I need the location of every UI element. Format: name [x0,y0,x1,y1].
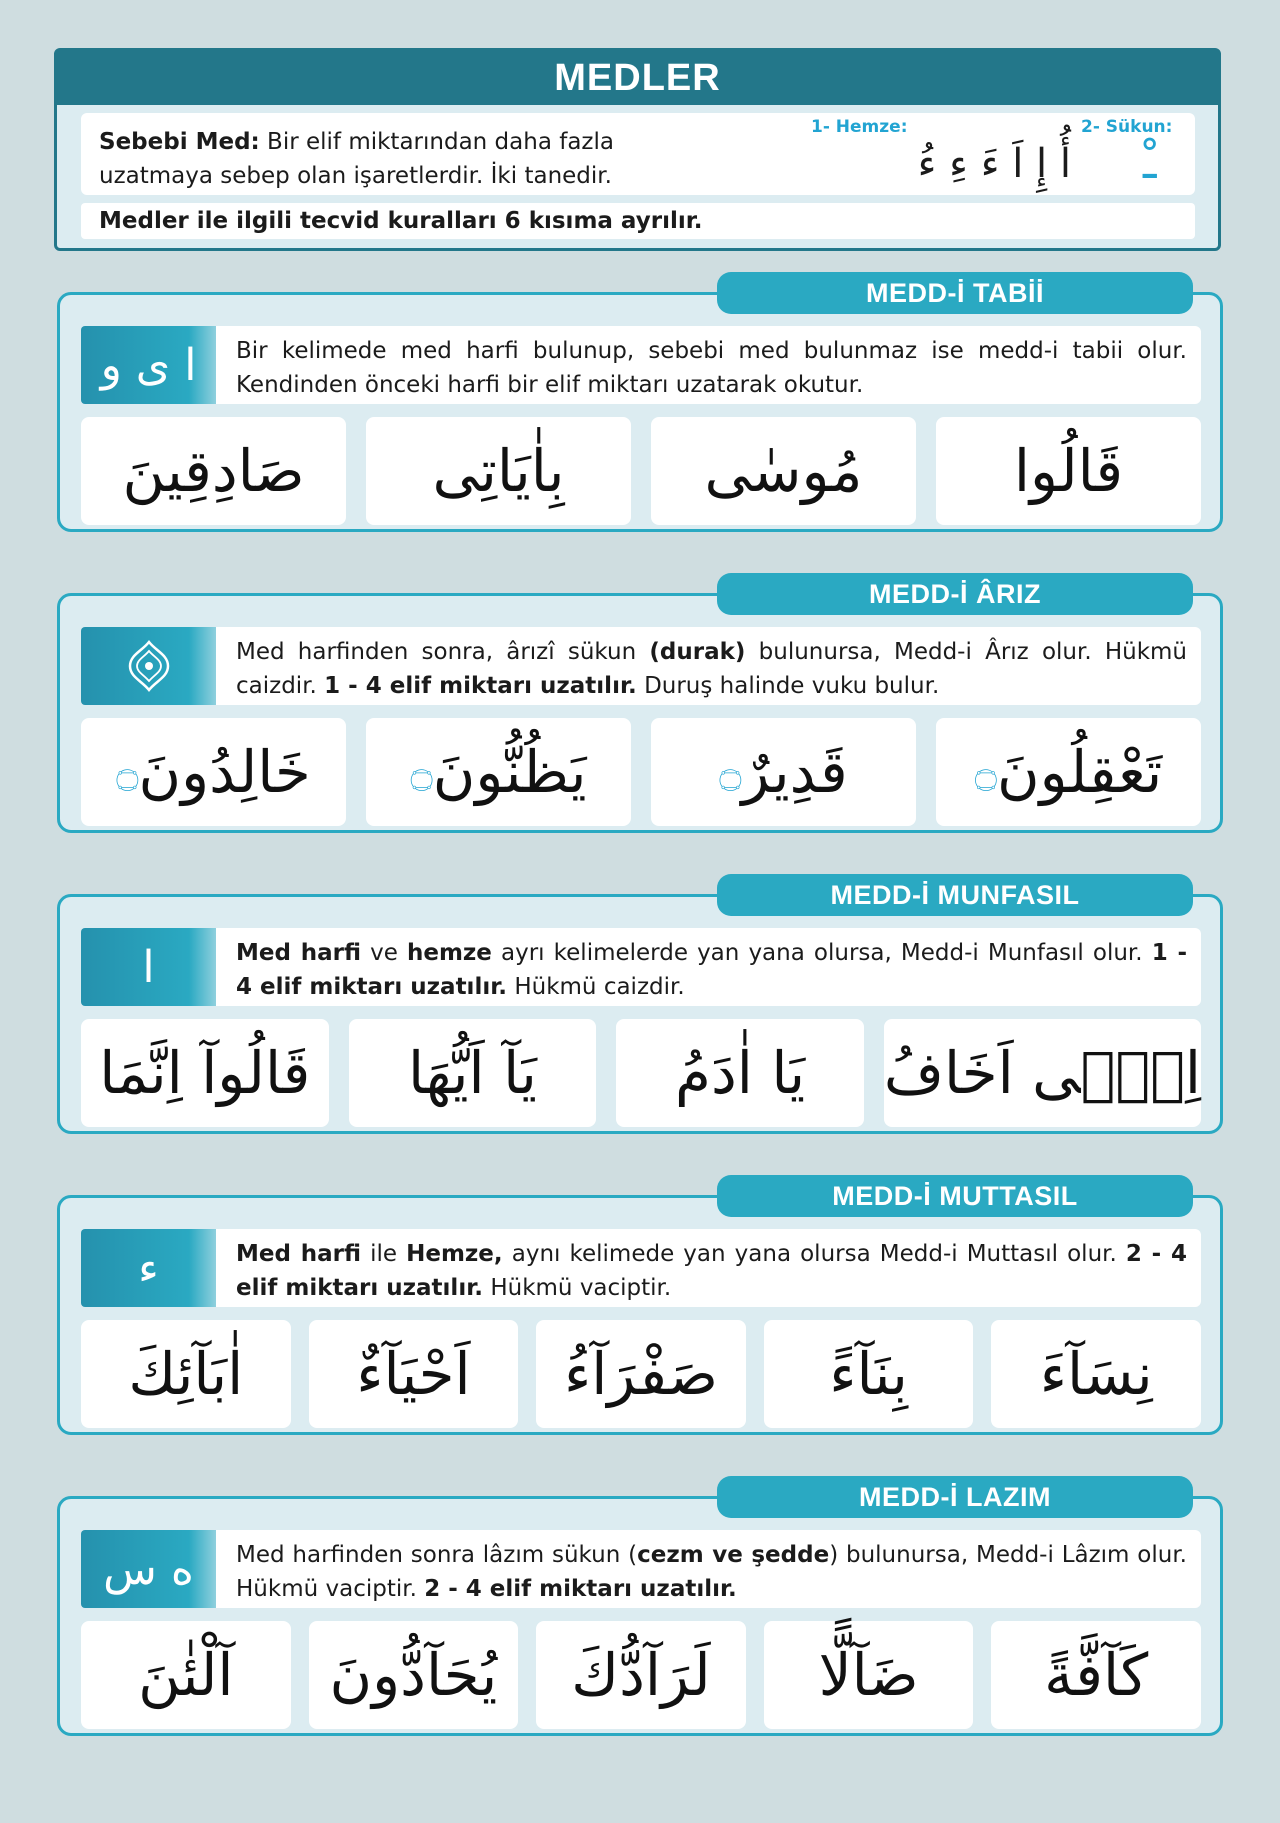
example-words [81,1621,1201,1729]
sukun-glyph: ـْ [1143,135,1157,189]
intro-box [81,113,1195,195]
example-word [884,1019,1201,1127]
word-text: بِنَآءً [829,1340,908,1408]
word-text: قَالُوآ اِنَّمَا [99,1039,311,1107]
example-words [81,417,1201,525]
desc-part: Duruş halinde vuku bulur. [644,673,940,699]
section-title: MEDD-İ TABİİ [717,272,1193,314]
desc-part: ile [370,1241,398,1267]
description-text [236,1237,1187,1305]
word-text: تَعْقِلُونَ [997,738,1163,806]
example-word [81,417,346,525]
example-word [81,1320,291,1428]
description-box [81,1229,1201,1307]
example-word [309,1320,519,1428]
rules-note: Medler ile ilgili tecvid kuralları 6 kısıma ayrılır. [81,203,1195,239]
section-medd-i-muttasil [57,1175,1223,1435]
example-word [81,718,346,826]
section-title: MEDD-İ ÂRIZ [717,573,1193,615]
example-word [309,1621,519,1729]
example-word [349,1019,597,1127]
example-word [536,1621,746,1729]
word-text: يَآ اَيُّهَا [408,1039,537,1107]
example-words [81,1320,1201,1428]
example-word [81,1019,329,1127]
section-medd-i-tabii [57,272,1223,532]
example-word [936,417,1201,525]
word-text: نِسَآءَ [1039,1340,1153,1408]
desc-bold: Med harfi [236,940,362,966]
word-text: يَا اٰدَمُ [675,1039,806,1107]
word-text: كَآفَّةً [1044,1641,1149,1709]
word-text: خَالِدُونَ [138,738,311,806]
desc-bold: Hemze, [406,1241,503,1267]
intro-body: Bir elif miktarından daha fazla uzatmaya sebep olan işaretlerdir. İki tanedir. [99,129,614,189]
word-text: يَظُنُّونَ [432,738,587,806]
desc-bold: 2 - 4 elif miktarı uzatılır. [236,1241,1187,1301]
example-word [991,1320,1201,1428]
example-word [936,718,1201,826]
word-text: صَفْرَآءُ [564,1340,718,1408]
word-text: اٰبَآئِكَ [128,1340,244,1408]
word-text: مُوسٰى [704,437,863,505]
desc-part: Hükmü caizdir. [514,974,685,1000]
description-text [236,1538,1187,1606]
example-word [536,1320,746,1428]
stop-mark-icon: ۝ [974,750,998,794]
letters-box [81,627,216,705]
desc-part: bulunursa, Medd-i Ârız olur. Hükmü caizdir. [236,639,1188,699]
example-words [81,1019,1201,1127]
desc-bold: hemze [406,940,492,966]
description-box [81,1530,1201,1608]
section-medd-i-munfasil [57,874,1223,1134]
desc-bold: 2 - 4 elif miktarı uzatılır. [424,1576,737,1602]
stop-mark-icon: ۝ [719,750,742,794]
description-box [81,627,1201,705]
desc-part: ) bulunursa, Medd-i Lâzım olur. Hükmü vaciptir. [236,1542,1187,1602]
sukun-label: 2- Sükun: [1081,117,1173,137]
description-box [81,326,1201,404]
desc-part: Med harfinden sonra, ârızî sükun [236,639,637,665]
header-card [54,48,1221,251]
stop-mark-icon: ۝ [116,750,139,794]
intro-text [99,125,679,193]
intro-bold: Sebebi Med: [99,129,260,155]
example-word [366,718,631,826]
desc-bold: Med harfi [236,1241,362,1267]
hemze-glyphs: أُ إِ اَ ءَ ءِ ءُ [917,141,1071,187]
stop-mark-icon: ۝ [410,750,433,794]
word-text: آلْئٰنَ [138,1641,234,1709]
word-text: صَادِقِينَ [122,437,305,505]
description-text [236,936,1187,1004]
word-text: لَرَآدُّكَ [571,1641,711,1709]
desc-bold: cezm ve şedde [637,1542,830,1568]
page-title: MEDLER [57,51,1218,105]
example-word [764,1320,974,1428]
word-text: قَالُوا [1013,437,1124,505]
section-card [57,593,1223,833]
description-box [81,928,1201,1006]
desc-part: Hükmü vaciptir. [490,1275,672,1301]
example-word [81,1621,291,1729]
section-card [57,1496,1223,1736]
desc-bold: 1 - 4 elif miktarı uzatılır. [236,940,1188,1000]
desc-bold: (durak) [649,639,746,665]
letters-box: ا [81,928,216,1006]
example-word [991,1621,1201,1729]
description-text: Bir kelimede med harfi bulunup, sebebi med bulunmaz ise medd-i tabii olur. Kendinden önceki harfi bir elif miktarı uzatarak okutur. [236,338,1187,398]
example-word [651,718,916,826]
desc-bold: 1 - 4 elif miktarı uzatılır. [324,673,637,699]
section-card [57,894,1223,1134]
hemze-label: 1- Hemze: [811,117,908,137]
section-title: MEDD-İ MUNFASIL [717,874,1193,916]
word-text: بِاٰيَاتِى [432,437,565,505]
word-text: اِنّٖى اَخَافُ [883,1039,1201,1107]
section-medd-i-lazim [57,1476,1223,1736]
word-text: قَدِيرٌ [741,738,848,806]
letters-box: ه س [81,1530,216,1608]
word-text: يُحَآدُّونَ [329,1641,498,1709]
letters-box: ا ى و [81,326,216,404]
letters-box: ء [81,1229,216,1307]
word-text: ضَآلًّا [818,1641,919,1709]
section-card [57,292,1223,532]
section-title: MEDD-İ LAZIM [717,1476,1193,1518]
section-medd-i-ariz [57,573,1223,833]
desc-part: ve [370,940,398,966]
example-words [81,718,1201,826]
section-card [57,1195,1223,1435]
example-word [616,1019,864,1127]
example-word [366,417,631,525]
stop-ornament-icon [126,639,172,693]
description-text [236,635,1187,703]
example-word [651,417,916,525]
desc-part: aynı kelimede yan yana olursa Medd-i Muttasıl olur. [511,1241,1117,1267]
word-text: اَحْيَآءٌ [356,1340,471,1408]
section-title: MEDD-İ MUTTASIL [717,1175,1193,1217]
example-word [764,1621,974,1729]
desc-part: Med harfinden sonra lâzım sükun ( [236,1542,638,1568]
desc-part: ayrı kelimelerde yan yana olursa, Medd-i Munfasıl olur. [501,940,1143,966]
